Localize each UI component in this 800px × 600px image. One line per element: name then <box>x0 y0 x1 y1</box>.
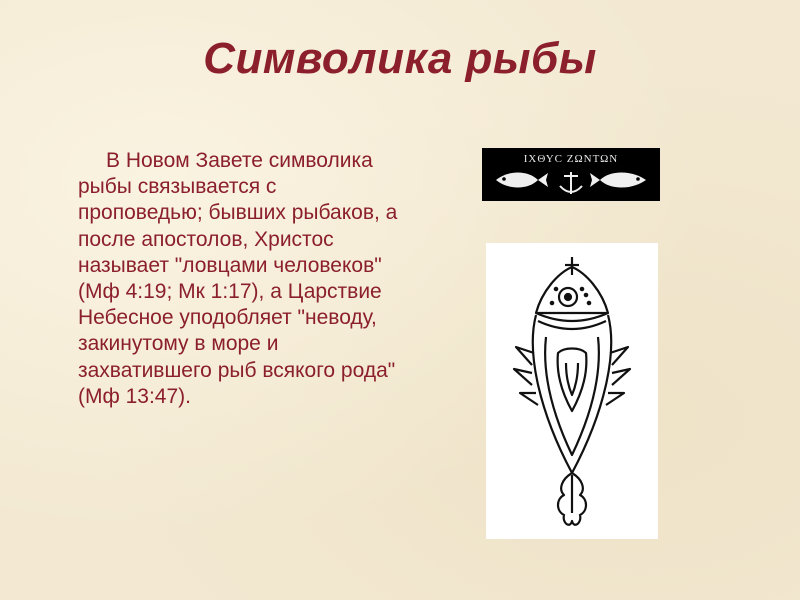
slide-title: Символика рыбы <box>203 34 597 83</box>
slide-body-text: В Новом Завете символика рыбы связывается с проповедью; бывших рыбаков, а после апостолов, Христос называет "ловцами человеков" (Мф 4:19; Мк 1:17), а Царствие Небесное уподобляет "неводу, закинутому в море и захватившего рыб всякого рода" (Мф 13:47). <box>78 149 398 408</box>
fish-drawing-image <box>486 243 658 539</box>
banner-inscription: ΙΧΘΥC ΖΩΝΤΩΝ <box>523 153 619 165</box>
fish-inscription-image <box>482 148 660 201</box>
fish-symbol-icon <box>486 243 658 539</box>
